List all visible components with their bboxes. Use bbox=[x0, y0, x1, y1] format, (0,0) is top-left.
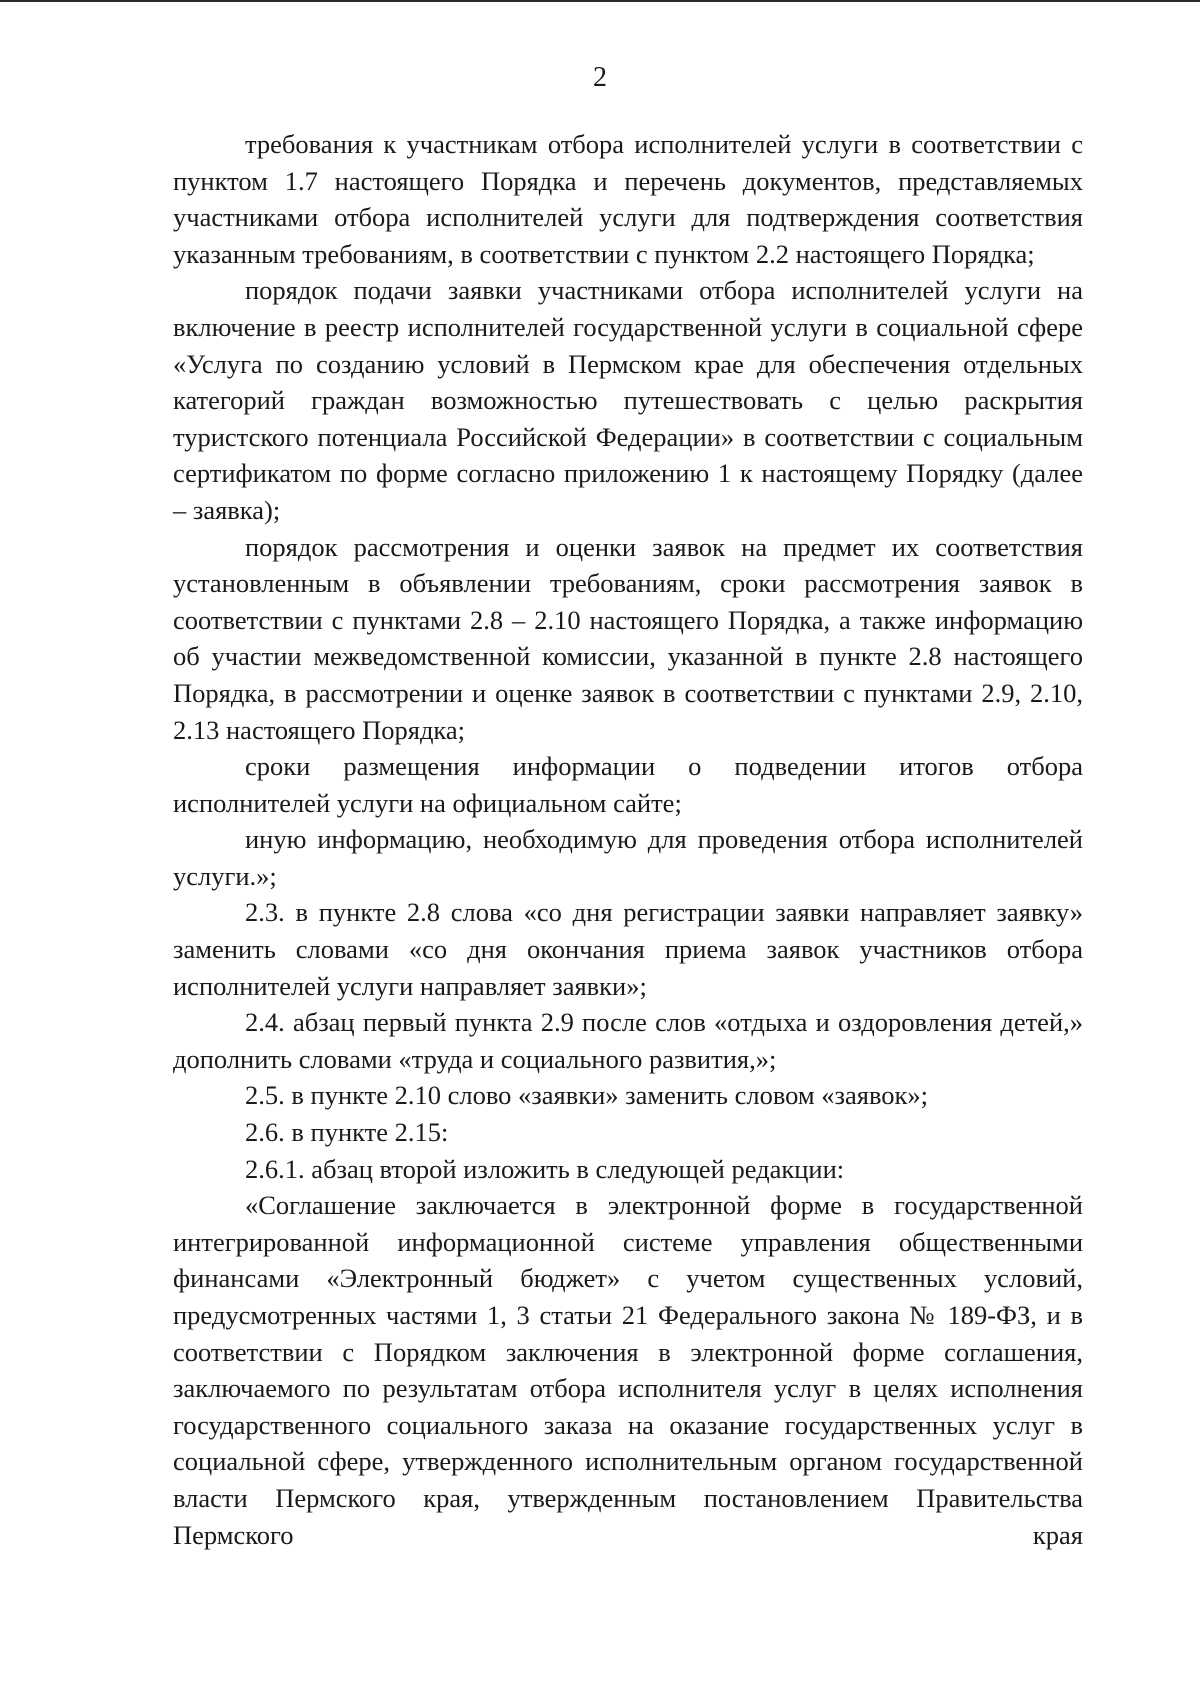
page-number: 2 bbox=[593, 62, 607, 93]
paragraph-requirements: требования к участникам отбора исполнителей услуги в соответствии с пунктом 1.7 настоящего Порядка и перечень документов, представляемых участниками отбора исполнителей услуги для подтверждения соответствия указанным требованиям, в соответствии с пунктом 2.2 настоящего Порядка; bbox=[173, 129, 1083, 269]
paragraph-item-2-6: 2.6. в пункте 2.15: bbox=[245, 1117, 449, 1148]
paragraph-application-procedure: порядок подачи заявки участниками отбора исполнителей услуги на включение в реестр исполнителей государственной услуги в социальной сфере «Услуга по созданию условий в Пермском крае для обеспечения отдельных категорий граждан возможностью путешествовать с целью раскрытия туристского потенциала Российской Федерации» в соответствии с социальным сертификатом по форме согласно приложению 1 к настоящему Порядку (далее – заявка); bbox=[173, 275, 1083, 525]
paragraph-agreement-quote: «Соглашение заключается в электронной форме в государственной интегрированной информационной системе управления общественными финансами «Электронный бюджет» с учетом существенных условий, предусмотренных частями 1, 3 статьи 21 Федерального закона № 189-ФЗ, и в соответствии с Порядком заключения в электронной форме соглашения, заключаемого по результатам отбора исполнителя услуг в целях исполнения государственного социального заказа на оказание государственных услуг в социальной сфере, утвержденного исполнительным органом государственной власти Пермского края, утвержденным постановлением Правительства Пермского края bbox=[173, 1190, 1083, 1550]
paragraph-item-2-4: 2.4. абзац первый пункта 2.9 после слов «отдыха и оздоровления детей,» дополнить словами «труда и социального развития,»; bbox=[173, 1007, 1083, 1074]
paragraph-other-information: иную информацию, необходимую для проведения отбора исполнителей услуги.»; bbox=[173, 824, 1083, 891]
paragraph-item-2-6-1: 2.6.1. абзац второй изложить в следующей редакции: bbox=[245, 1153, 845, 1184]
document-body bbox=[173, 126, 1083, 1553]
paragraph-item-2-3: 2.3. в пункте 2.8 слова «со дня регистрации заявки направляет заявку» заменить словами «со дня окончания приема заявок участников отбора исполнителей услуги направляет заявки»; bbox=[173, 897, 1083, 1001]
scan-edge-line bbox=[0, 0, 1200, 2]
paragraph-publication-terms: сроки размещения информации о подведении итогов отбора исполнителей услуги на официальном сайте; bbox=[173, 751, 1083, 818]
paragraph-item-2-5: 2.5. в пункте 2.10 слово «заявки» заменить словом «заявок»; bbox=[245, 1080, 929, 1111]
paragraph-review-procedure: порядок рассмотрения и оценки заявок на предмет их соответствия установленным в объявлении требованиям, сроки рассмотрения заявок в соответствии с пунктами 2.8 – 2.10 настоящего Порядка, а также информацию об участии межведомственной комиссии, указанной в пункте 2.8 настоящего Порядка, в рассмотрении и оценке заявок в соответствии с пунктами 2.9, 2.10, 2.13 настоящего Порядка; bbox=[173, 531, 1083, 745]
